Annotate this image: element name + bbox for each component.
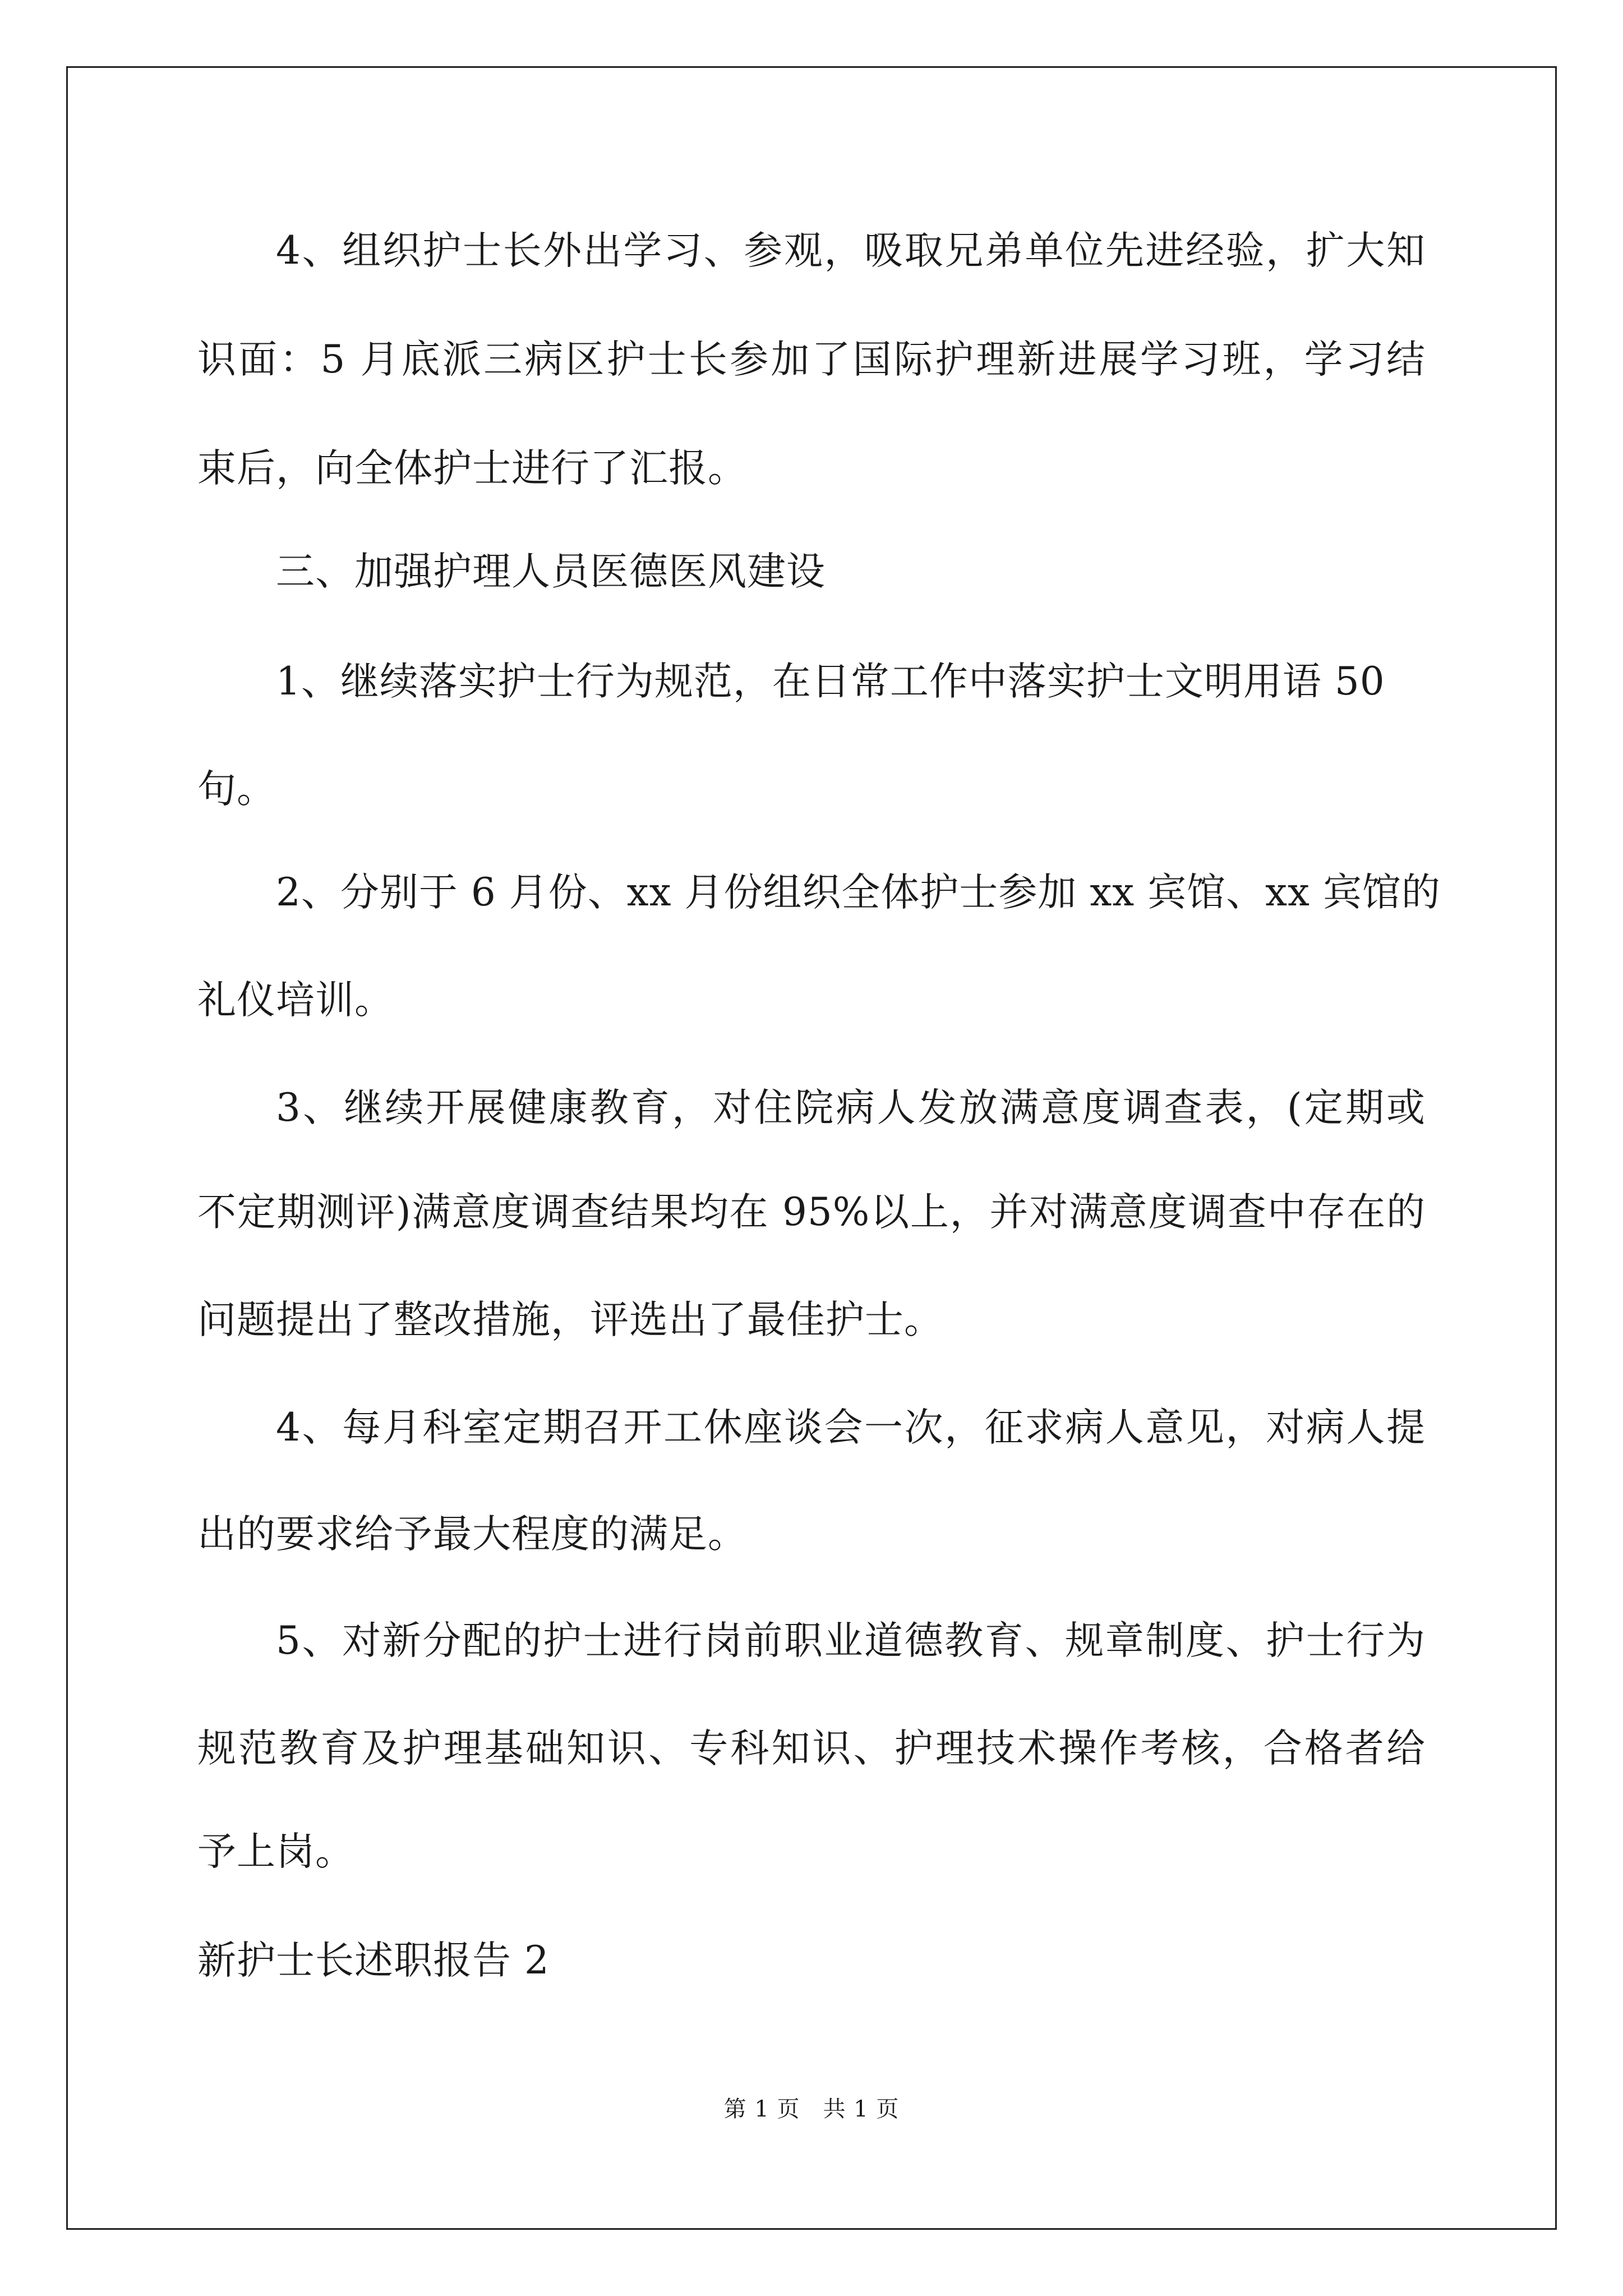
paragraph-line: 句。 bbox=[197, 767, 276, 812]
paragraph-line: 规范教育及护理基础知识、专科知识、护理技术操作考核，合格者给 bbox=[197, 1726, 1426, 1771]
paragraph-line: 识面：5 月底派三病区护士长参加了国际护理新进展学习班，学习结 bbox=[197, 337, 1426, 382]
paragraph-line: 礼仪培训。 bbox=[197, 978, 394, 1023]
paragraph-line: 予上岗。 bbox=[197, 1829, 354, 1874]
paragraph-line: 2、分别于 6 月份、xx 月份组织全体护士参加 xx 宾馆、xx 宾馆的 bbox=[276, 870, 1441, 915]
section-heading: 三、加强护理人员医德医风建设 bbox=[276, 549, 826, 594]
page-footer: 第 1 页 共 1 页 bbox=[723, 2096, 900, 2122]
paragraph-line: 束后，向全体护士进行了汇报。 bbox=[197, 446, 747, 491]
paragraph-line: 出的要求给予最大程度的满足。 bbox=[197, 1512, 747, 1557]
paragraph-line: 4、每月科室定期召开工休座谈会一次，征求病人意见，对病人提 bbox=[276, 1405, 1426, 1450]
paragraph-line: 问题提出了整改措施，评选出了最佳护士。 bbox=[197, 1297, 943, 1342]
paragraph-line: 不定期测评)满意度调查结果均在 95%以上，并对满意度调查中存在的 bbox=[197, 1190, 1426, 1235]
paragraph-line: 4、组织护士长外出学习、参观，吸取兄弟单位先进经验，扩大知 bbox=[276, 228, 1426, 273]
paragraph-line: 1、继续落实护士行为规范，在日常工作中落实护士文明用语 50 bbox=[276, 659, 1385, 704]
paragraph-line: 3、继续开展健康教育，对住院病人发放满意度调查表，(定期或 bbox=[276, 1085, 1426, 1130]
paragraph-line: 5、对新分配的护士进行岗前职业道德教育、规章制度、护士行为 bbox=[276, 1618, 1426, 1663]
report-title: 新护士长述职报告 2 bbox=[197, 1938, 550, 1983]
page-border bbox=[66, 66, 1557, 2230]
